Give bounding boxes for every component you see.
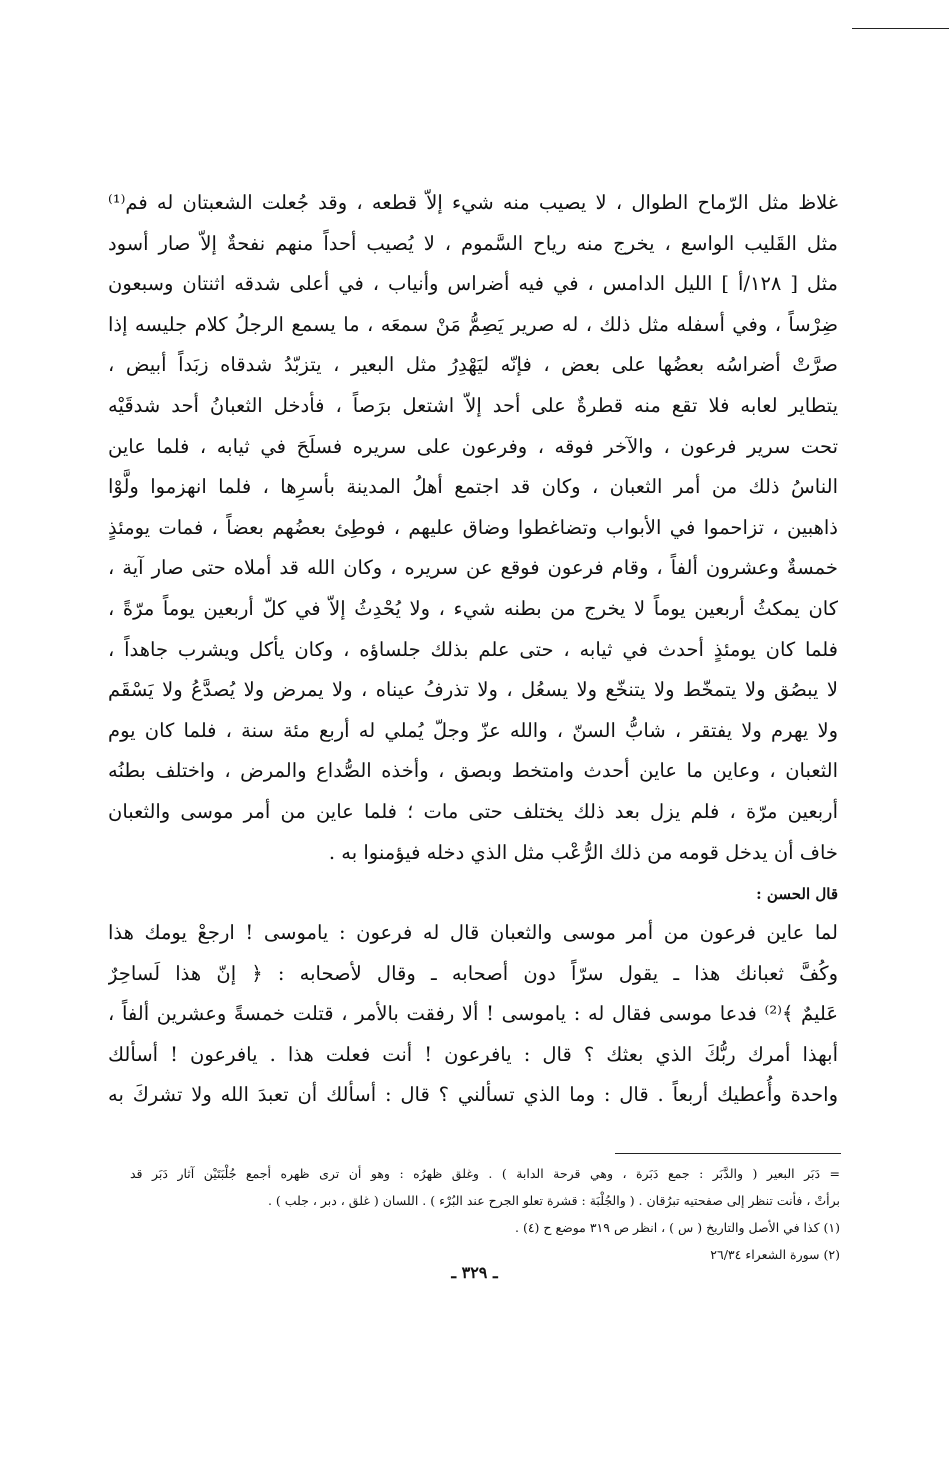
page-number: ـ ٣٢٩ ـ <box>451 1263 498 1282</box>
main-paragraph <box>108 183 838 873</box>
section-heading: قال الحسن : <box>756 885 838 904</box>
footnote-divider <box>615 1153 841 1154</box>
text-line: ولا يهرم ولا يفتقر ، شابُّ السنّ ، والله عزّ وجلّ يُملي له أربع مئة سنة ، فلما كان يوم <box>108 718 838 742</box>
footnote-line: (١) كذا في الأصل والتاريخ ( س ) ، انظر ص ٣١٩ موضع ح (٤) . <box>515 1220 840 1235</box>
text-line: صرَّتْ أضراسُه بعضُها على بعض ، فإنّه ليَهْدِرُ مثل البعير ، يتزبّدُ شدقاه زبَداً أبيض ، <box>108 353 838 377</box>
footnote-line: = دَبَر البعير ( والدَّبَر : جمع دَبَرة ، وهي قرحة الدابة ) . وغلق ظهرُه : وهو أن ترى ظهره أجمع جُلْبَتَيْن آثار دَبَر قد <box>130 1166 840 1181</box>
top-corner-rule <box>852 28 949 29</box>
text-line: فلما كان يومئذٍ أحدث في ثيابه ، حتى علم بذلك جلساؤه ، وكان يأكل ويشرب جاهداً ، <box>108 637 838 661</box>
text-line: أربعين مرّة ، فلم يزل بعد ذلك يختلف حتى مات ؛ فلما عاين من أمر موسى والثعبان <box>108 799 838 823</box>
footnote-line: برأتْ ، فأنت تنظر إلى صفحتيه تبرُقان . ( والجُلْبَة : قشرة تعلو الجرح عند البُرْء ) . اللسان ( غلق ، دبر ، جلب ) . <box>267 1193 840 1208</box>
text-line: أبهذا أمرك ربُّكَ الذي بعثك ؟ قال : يافرعون ! أنت فعلت هذا . يافرعون ! أسألك <box>108 1042 838 1066</box>
text-line: مثل القَليب الواسع ، يخرج منه رياح السَّموم ، لا يُصيب أحداً منهم نفحةٌ إلاّ صار أسود <box>108 231 838 255</box>
text-line: غلاظ مثل الرّماح الطوال ، لا يصيب منه شيء إلاّ قطعه ، وقد جُعلت الشعبتان له فم⁽¹⁾ <box>108 191 838 214</box>
text-line: وكُفَّ ثعبانك هذا ـ يقول سرّاً دون أصحابه ـ وقال لأصحابه : ﴿ إنّ هذا لَساحِرٌ <box>108 961 838 985</box>
page-text <box>108 183 838 1116</box>
text-line: الثعبان ، وعاين ما عاين أحدث وامتخط وبصق ، وأخذه الصُّداع والمرض ، واختلف بطنُه <box>108 759 838 783</box>
text-line: الناسُ ذلك من أمر الثعبان ، وكان قد اجتمع أهلُ المدينة بأسرِها ، فلما انهزموا ولَّوْا <box>108 475 838 499</box>
footnotes <box>130 1160 840 1268</box>
text-line: يتطاير لعابه فلا تقع منه قطرةٌ على أحد إلاّ اشتعل برَصاً ، فأدخل الثعبانُ أحد شدقَيْه <box>108 393 838 417</box>
text-line: خاف أن يدخل قومه من ذلك الرُّعْب مثل الذي دخله فيؤمنوا به . <box>328 840 838 864</box>
text-line: ذاهبين ، تزاحموا في الأبواب وتضاغطوا وضاق عليهم ، فوطِئ بعضُهم بعضاً ، فمات يومئذٍ <box>108 515 838 539</box>
text-line: كان يمكثُ أربعين يوماً لا يخرج من بطنه شيء ، ولا يُحْدِثُ إلاّ في كلّ أربعين يوماً مرّةً ، <box>108 596 838 620</box>
text-line: واحدة وأُعطيك أربعاً . قال : وما الذي تسألني ؟ قال : أسألك أن تعبدَ الله ولا تشركَ به <box>108 1083 838 1107</box>
text-line: عَليمٌ ﴾⁽²⁾ فدعا موسى فقال له : ياموسى ! ألا رفقت بالأمر ، قتلت خمسةً وعشرين ألفاً ، <box>108 1002 838 1026</box>
section-paragraph <box>108 913 838 1116</box>
text-line: ضِرْساً ، وفي أسفله مثل ذلك ، له صرير يَصِمُّ مَنْ سمعَه ، ما يسمع الرجلُ كلام جليسه إذا <box>108 312 838 336</box>
text-line: تحت سرير فرعون ، والآخر فوقه ، وفرعون على سريره فسلَحَ في ثيابه ، فلما عاين <box>108 434 838 458</box>
text-line: لما عاين فرعون من أمر موسى والثعبان قال له فرعون : ياموسى ! ارجعْ يومك هذا <box>108 921 838 945</box>
text-line: مثل [ ١٢٨/أ ] الليل الدامس ، في فيه أضراس وأنياب ، في أعلى شدقه اثنتان وسبعون <box>108 272 838 296</box>
text-line: لا يبصُق ولا يتمخّط ولا يتنخّع ولا يسعُل ، ولا تذرفُ عيناه ، ولا يمرض ولا يُصدَّعُ ولا يَسْقَم <box>108 678 838 702</box>
footnote-line: (٢) سورة الشعراء ٢٦/٣٤ <box>710 1247 840 1262</box>
text-line: خمسةٌ وعشرون ألفاً ، وقام فرعون فوقع عن سريره ، وكان الله قد أملاه حتى صار آية ، <box>108 556 838 580</box>
